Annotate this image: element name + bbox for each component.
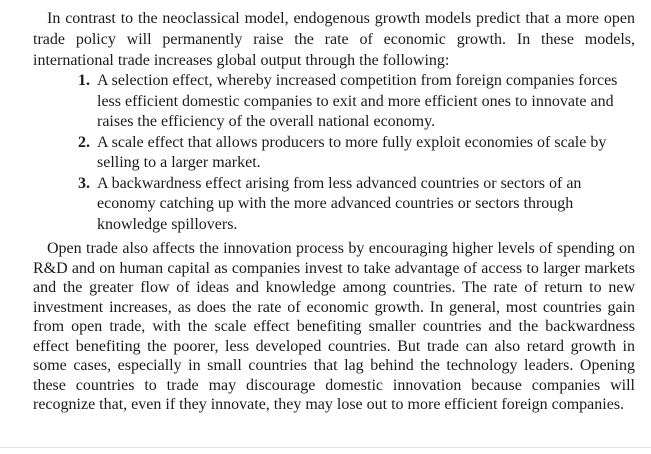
text-block: [33, 8, 635, 415]
list-item-text: A scale effect that allows producers to more fully exploit economies of scale by selling to a larger market.: [97, 133, 607, 171]
intro-paragraph: In contrast to the neoclassical model, endogenous growth models predict that a more open trade policy will permanently raise the rate of economic growth. In these models, international trade increases global output through the following:: [33, 10, 635, 69]
list-item-text: A selection effect, whereby increased competition from foreign companies forces less efficient domestic companies to exit and more efficient ones to innovate and raises the efficiency of the overall national economy.: [97, 72, 618, 130]
list-item: [33, 71, 635, 133]
numbered-list: [33, 71, 635, 235]
page-bottom-divider: [0, 447, 651, 448]
list-item-number: 2.: [78, 133, 90, 151]
list-item: [33, 133, 635, 174]
closing-paragraph: Open trade also affects the innovation process by encouraging higher levels of spending on R&D and on human capital as companies invest to take advantage of access to larger markets and the greater flow of ideas and knowledge among countries. The rate of return to new investment increases, as does the rate of economic growth. In general, most countries gain from open trade, with the scale effect benefiting smaller countries and the backwardness effect benefiting the poorer, less developed countries. But trade can also retard growth in some cases, especially in small countries that lag behind the technology leaders. Opening these countries to trade may discourage domestic innovation because companies will recognize that, even if they innovate, they may lose out to more efficient foreign companies.: [33, 240, 635, 413]
list-item-number: 1.: [78, 72, 90, 89]
list-item: [33, 174, 635, 236]
list-item-number: 3.: [78, 174, 90, 192]
list-item-text: A backwardness effect arising from less advanced countries or sectors of an economy catching up with the more advanced countries or sectors through knowledge spillovers.: [97, 174, 582, 233]
